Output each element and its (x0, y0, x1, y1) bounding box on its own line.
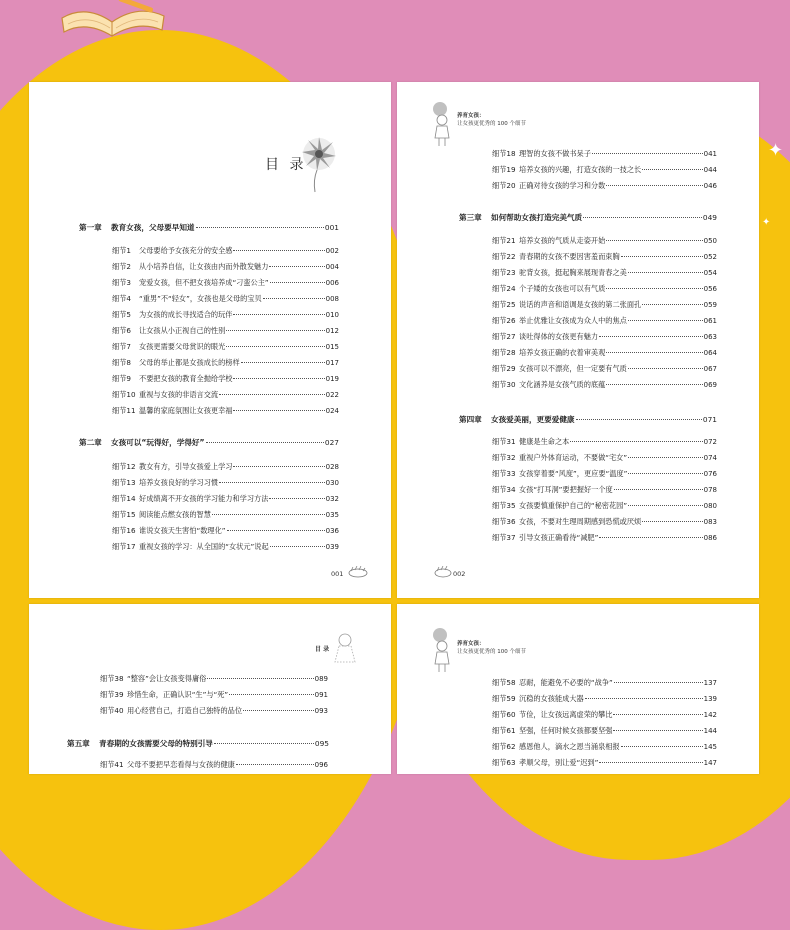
item-number: 细节9 (112, 374, 131, 383)
item-title: 父母不要把早恋看得与女孩的健康 (127, 760, 235, 769)
chapter-title: 女孩爱美丽，更要爱健康 (491, 415, 575, 424)
toc-item[interactable] (492, 181, 717, 191)
chapter-row[interactable] (79, 222, 339, 233)
item-number: 细节7 (112, 342, 131, 351)
running-head: 目 录 (315, 646, 330, 653)
toc-item[interactable] (492, 437, 717, 447)
item-title: 珍惜生命，正确认识“生”与“死” (127, 690, 229, 699)
item-title: 女孩更需要父母赏识的眼光 (139, 342, 226, 351)
item-number: 细节41 (100, 760, 124, 769)
toc-item[interactable] (492, 533, 717, 543)
toc-item[interactable] (492, 726, 717, 736)
chapter-number: 第四章 (459, 415, 482, 424)
page-number-footer: 002 (453, 570, 466, 578)
toc-page-4 (397, 604, 759, 774)
item-title: 重视女孩的学习：从全国的“女状元”说起 (139, 542, 269, 551)
dot-leader (606, 185, 702, 186)
toc-item[interactable] (112, 494, 339, 504)
item-number: 细节22 (492, 252, 516, 261)
item-number: 细节61 (492, 726, 516, 735)
page-number: 035 (325, 511, 339, 519)
toc-item[interactable] (492, 165, 717, 175)
item-number: 细节31 (492, 437, 516, 446)
toc-item[interactable] (492, 694, 717, 704)
item-title: 正确对待女孩的学习和分数 (519, 181, 606, 190)
toc-item[interactable] (492, 284, 717, 294)
toc-item[interactable] (492, 485, 717, 495)
item-title: 健康是生命之本 (519, 437, 570, 446)
item-title: 父母要给予女孩充分的安全感 (139, 246, 233, 255)
toc-item[interactable] (492, 380, 717, 390)
dot-leader (207, 678, 313, 679)
page-number: 086 (703, 534, 717, 542)
item-title: 沉稳的女孩能成大器 (519, 694, 584, 703)
dot-leader (614, 489, 703, 490)
page-number: 024 (325, 407, 339, 415)
dot-leader (628, 473, 702, 474)
dot-leader (621, 746, 703, 747)
item-number: 细节23 (492, 268, 516, 277)
dot-leader (599, 336, 703, 337)
chapter-title: 青春期的女孩需要父母的特别引导 (99, 739, 213, 748)
chapter-row[interactable] (79, 437, 339, 448)
item-title: 重视户外体育运动，不要做“宅女” (519, 453, 628, 462)
item-number: 细节25 (492, 300, 516, 309)
item-number: 细节15 (112, 510, 136, 519)
dot-leader (233, 314, 324, 315)
item-title: 谈吐得体的女孩更有魅力 (519, 332, 599, 341)
page-number: 061 (703, 317, 717, 325)
dot-leader (233, 466, 324, 467)
item-title: 培养女孩良好的学习习惯 (139, 478, 219, 487)
page-number: 083 (703, 518, 717, 526)
dot-leader (642, 169, 702, 170)
page-number: 004 (325, 263, 339, 271)
item-title: 举止优雅让女孩成为众人中的焦点 (519, 316, 627, 325)
chapter-number: 第二章 (79, 438, 102, 447)
page-number: 039 (325, 543, 339, 551)
running-head-line1: 养育女孩： (457, 113, 485, 119)
page-number: 049 (702, 213, 717, 222)
dot-leader (227, 530, 325, 531)
chapter-row[interactable] (459, 212, 717, 223)
chapter-row[interactable] (67, 738, 329, 749)
dot-leader (606, 352, 702, 353)
dot-leader (606, 288, 702, 289)
page-number: 046 (703, 182, 717, 190)
item-number: 细节6 (112, 326, 131, 335)
page-number: 147 (703, 759, 717, 767)
item-number: 细节18 (492, 149, 516, 158)
dot-leader (592, 153, 703, 154)
toc-item[interactable] (100, 690, 328, 700)
page-number: 139 (703, 695, 717, 703)
item-title: 坚强，任何时候女孩都要坚强 (519, 726, 613, 735)
item-title: 用心经营自己，打造自己独特的品位 (127, 706, 243, 715)
item-title: 女孩可以不漂亮，但一定要有气质 (519, 364, 627, 373)
item-title: 女孩要慎重保护自己的“秘密花园” (519, 501, 628, 510)
item-number: 细节60 (492, 710, 516, 719)
page-number: 091 (314, 691, 328, 699)
page-number: 078 (703, 486, 717, 494)
running-head-line2: 让女孩更优秀的 100 个细节 (457, 649, 526, 655)
running-head (457, 112, 526, 128)
page-title: 目 录 (265, 157, 307, 173)
chapter-number: 第三章 (459, 213, 482, 222)
dot-leader (583, 217, 702, 218)
toc-item[interactable] (492, 758, 717, 768)
item-number: 细节38 (100, 674, 124, 683)
toc-item[interactable] (492, 501, 717, 511)
dot-leader (233, 378, 324, 379)
item-title: 温馨的家庭氛围让女孩更幸福 (139, 406, 233, 415)
item-title: 培养女孩正确的衣着审美观 (519, 348, 606, 357)
item-number: 细节29 (492, 364, 516, 373)
toc-item[interactable] (112, 342, 339, 352)
toc-item[interactable] (112, 510, 339, 520)
item-title: 理智的女孩不做书呆子 (519, 149, 591, 158)
page-number: 076 (703, 470, 717, 478)
page-number: 089 (314, 675, 328, 683)
toc-item[interactable] (112, 542, 339, 552)
dot-leader (196, 227, 324, 228)
toc-item[interactable] (112, 310, 339, 320)
page-number: 044 (703, 166, 717, 174)
dot-leader (206, 442, 324, 443)
item-number: 细节19 (492, 165, 516, 174)
item-title: 好成绩离不开女孩的学习能力和学习方法 (139, 494, 269, 503)
dot-leader (628, 272, 703, 273)
item-title: 宠爱女孩，但不把女孩培养成“刁蛮公主” (139, 278, 269, 287)
dot-leader (642, 521, 702, 522)
item-title: 女孩“打耳洞”要把握好一个度 (519, 485, 613, 494)
item-number: 细节30 (492, 380, 516, 389)
item-number: 细节12 (112, 462, 136, 471)
item-number: 细节27 (492, 332, 516, 341)
page-number: 001 (324, 223, 339, 232)
page-number: 010 (325, 311, 339, 319)
hedgehog-icon (433, 566, 453, 578)
item-number: 细节35 (492, 501, 516, 510)
item-number: 细节63 (492, 758, 516, 767)
item-title: 教女有方，引导女孩爱上学习 (139, 462, 233, 471)
page-number: 095 (314, 739, 329, 748)
page-number: 052 (703, 253, 717, 261)
dot-leader (226, 330, 324, 331)
item-title: “整容”会让女孩变得庸俗 (127, 674, 207, 683)
page-number: 050 (703, 237, 717, 245)
item-number: 细节40 (100, 706, 124, 715)
item-number: 细节37 (492, 533, 516, 542)
item-title: 不要把女孩的教育全抛给学校 (139, 374, 233, 383)
page-number: 012 (325, 327, 339, 335)
dot-leader (599, 537, 702, 538)
toc-item[interactable] (100, 760, 328, 770)
dot-leader (226, 346, 324, 347)
item-title: 感恩他人，滴水之恩当涌泉相报 (519, 742, 620, 751)
page-number: 027 (324, 438, 339, 447)
dot-leader (613, 730, 702, 731)
page-number: 008 (325, 295, 339, 303)
item-title: 培养女孩的气质从走姿开始 (519, 236, 606, 245)
running-head-line1: 养育女孩： (457, 641, 485, 647)
girl-illustration-icon (431, 102, 453, 148)
toc-item[interactable] (492, 149, 717, 159)
item-title: 女孩穿着要“风度”，更应要“温度” (519, 469, 628, 478)
item-title: 让女孩从小正视自己的性别 (139, 326, 226, 335)
page-number: 022 (325, 391, 339, 399)
item-number: 细节10 (112, 390, 136, 399)
dot-leader (236, 764, 314, 765)
dot-leader (233, 410, 324, 411)
dot-leader (628, 368, 703, 369)
toc-item[interactable] (112, 526, 339, 536)
dot-leader (628, 457, 703, 458)
running-head-line2: 让女孩更优秀的 100 个细节 (457, 121, 526, 127)
page-number: 032 (325, 495, 339, 503)
girl-sketch-icon (329, 630, 365, 666)
page-number: 030 (325, 479, 339, 487)
item-number: 细节1 (112, 246, 131, 255)
page-number: 019 (325, 375, 339, 383)
dot-leader (270, 546, 325, 547)
page-number: 064 (703, 349, 717, 357)
item-title: 忍耐，能避免不必要的“战争” (519, 678, 613, 687)
toc-item[interactable] (492, 332, 717, 342)
toc-item[interactable] (112, 294, 339, 304)
page-number: 056 (703, 285, 717, 293)
item-title: 孝顺父母，别让爱“迟到” (519, 758, 599, 767)
toc-item[interactable] (112, 326, 339, 336)
page-number: 144 (703, 727, 717, 735)
sparkle-icon: ✦ (768, 140, 784, 161)
page-number: 067 (703, 365, 717, 373)
item-title: 说话的声音和语调是女孩的第二张面孔 (519, 300, 642, 309)
item-number: 细节11 (112, 406, 136, 415)
page-number: 072 (703, 438, 717, 446)
girl-illustration-icon (431, 628, 453, 674)
item-title: “重男”不“轻女”，女孩也是父母的宝贝 (139, 294, 262, 303)
dot-leader (606, 240, 702, 241)
sparkle-icon: ✦ (762, 217, 771, 228)
item-number: 细节28 (492, 348, 516, 357)
item-number: 细节24 (492, 284, 516, 293)
item-number: 细节8 (112, 358, 131, 367)
item-title: 培养女孩的兴趣，打造女孩的一技之长 (519, 165, 642, 174)
dot-leader (212, 514, 325, 515)
toc-item[interactable] (492, 300, 717, 310)
dot-leader (243, 710, 314, 711)
dot-leader (269, 266, 324, 267)
page-number: 071 (702, 415, 717, 424)
item-title: 青春期的女孩不要因害羞而束胸 (519, 252, 620, 261)
chapter-number: 第五章 (67, 739, 90, 748)
chapter-title: 教育女孩，父母要早知道 (111, 223, 195, 232)
page-number-footer: 001 (331, 570, 344, 578)
page-number: 017 (325, 359, 339, 367)
toc-item[interactable] (492, 742, 717, 752)
page-number: 015 (325, 343, 339, 351)
page-number: 054 (703, 269, 717, 277)
toc-item[interactable] (112, 262, 339, 272)
dot-leader (570, 441, 702, 442)
dot-leader (642, 304, 702, 305)
item-number: 细节4 (112, 294, 131, 303)
item-number: 细节17 (112, 542, 136, 551)
item-number: 细节13 (112, 478, 136, 487)
item-number: 细节2 (112, 262, 131, 271)
page-number: 059 (703, 301, 717, 309)
page-number: 137 (703, 679, 717, 687)
dot-leader (628, 320, 703, 321)
toc-item[interactable] (112, 478, 339, 488)
toc-item[interactable] (112, 278, 339, 288)
item-number: 细节5 (112, 310, 131, 319)
chapter-title: 女孩可以“玩得好，学得好” (111, 438, 205, 447)
book-icon (58, 0, 168, 44)
item-title: 驼背女孩，挺起胸来展现青春之美 (519, 268, 627, 277)
dot-leader (606, 384, 702, 385)
page-number: 093 (314, 707, 328, 715)
flower-icon (297, 134, 341, 194)
toc-item[interactable] (112, 246, 339, 256)
item-number: 细节33 (492, 469, 516, 478)
toc-item[interactable] (492, 364, 717, 374)
hedgehog-icon (347, 566, 369, 578)
toc-item[interactable] (492, 268, 717, 278)
toc-item[interactable] (492, 252, 717, 262)
item-number: 细节3 (112, 278, 131, 287)
page-number: 028 (325, 463, 339, 471)
item-number: 细节21 (492, 236, 516, 245)
dot-leader (576, 419, 702, 420)
page-number: 074 (703, 454, 717, 462)
item-title: 节俭，让女孩远离虚荣的攀比 (519, 710, 613, 719)
page-number: 063 (703, 333, 717, 341)
dot-leader (628, 505, 703, 506)
page-number: 080 (703, 502, 717, 510)
toc-item[interactable] (492, 469, 717, 479)
toc-item[interactable] (492, 517, 717, 527)
item-title: 女孩，不要对生理周期感到恐慌或厌烦 (519, 517, 642, 526)
chapter-row[interactable] (459, 414, 717, 425)
page-number: 002 (325, 247, 339, 255)
page-number: 069 (703, 381, 717, 389)
item-number: 细节34 (492, 485, 516, 494)
toc-item[interactable] (112, 374, 339, 384)
toc-item[interactable] (112, 462, 339, 472)
dot-leader (219, 394, 325, 395)
dot-leader (241, 362, 325, 363)
chapter-title: 如何帮助女孩打造完美气质 (491, 213, 583, 222)
dot-leader (233, 250, 324, 251)
item-number: 细节58 (492, 678, 516, 687)
dot-leader (599, 762, 702, 763)
item-number: 细节20 (492, 181, 516, 190)
item-title: 谁说女孩天生害怕“数理化” (139, 526, 226, 535)
item-title: 个子矮的女孩也可以有气质 (519, 284, 606, 293)
toc-item[interactable] (492, 316, 717, 326)
toc-page-1 (29, 82, 391, 598)
dot-leader (613, 714, 702, 715)
page-number: 036 (325, 527, 339, 535)
item-number: 细节59 (492, 694, 516, 703)
page-number: 142 (703, 711, 717, 719)
page-number: 096 (314, 761, 328, 769)
page-number: 006 (325, 279, 339, 287)
dot-leader (614, 682, 703, 683)
toc-page-3 (29, 604, 391, 774)
item-title: 重视与女孩的非语言交流 (139, 390, 219, 399)
toc-item[interactable] (100, 706, 328, 716)
page-number: 041 (703, 150, 717, 158)
item-number: 细节14 (112, 494, 136, 503)
dot-leader (270, 282, 325, 283)
item-number: 细节62 (492, 742, 516, 751)
chapter-number: 第一章 (79, 223, 102, 232)
dot-leader (219, 482, 325, 483)
item-number: 细节32 (492, 453, 516, 462)
running-head (457, 640, 526, 656)
dot-leader (263, 298, 325, 299)
dot-leader (229, 694, 313, 695)
item-title: 父母的举止都是女孩成长的榜样 (139, 358, 240, 367)
page-number: 145 (703, 743, 717, 751)
item-title: 为女孩的成长寻找适合的玩伴 (139, 310, 233, 319)
item-number: 细节16 (112, 526, 136, 535)
dot-leader (621, 256, 703, 257)
item-title: 文化涵养是女孩气质的底蕴 (519, 380, 606, 389)
dot-leader (214, 743, 314, 744)
item-number: 细节26 (492, 316, 516, 325)
toc-item[interactable] (492, 710, 717, 720)
dot-leader (269, 498, 324, 499)
item-title: 从小培养自信，让女孩由内而外散发魅力 (139, 262, 269, 271)
toc-item[interactable] (492, 348, 717, 358)
toc-item[interactable] (492, 236, 717, 246)
toc-item[interactable] (492, 678, 717, 688)
item-number: 细节39 (100, 690, 124, 699)
dot-leader (585, 698, 703, 699)
item-title: 引导女孩正确看待“减肥” (519, 533, 599, 542)
toc-item[interactable] (100, 674, 328, 684)
item-number: 细节36 (492, 517, 516, 526)
toc-item[interactable] (112, 358, 339, 368)
item-title: 阅读能点燃女孩的智慧 (139, 510, 211, 519)
toc-item[interactable] (112, 406, 339, 416)
toc-page-2 (397, 82, 759, 598)
toc-item[interactable] (112, 390, 339, 400)
toc-item[interactable] (492, 453, 717, 463)
